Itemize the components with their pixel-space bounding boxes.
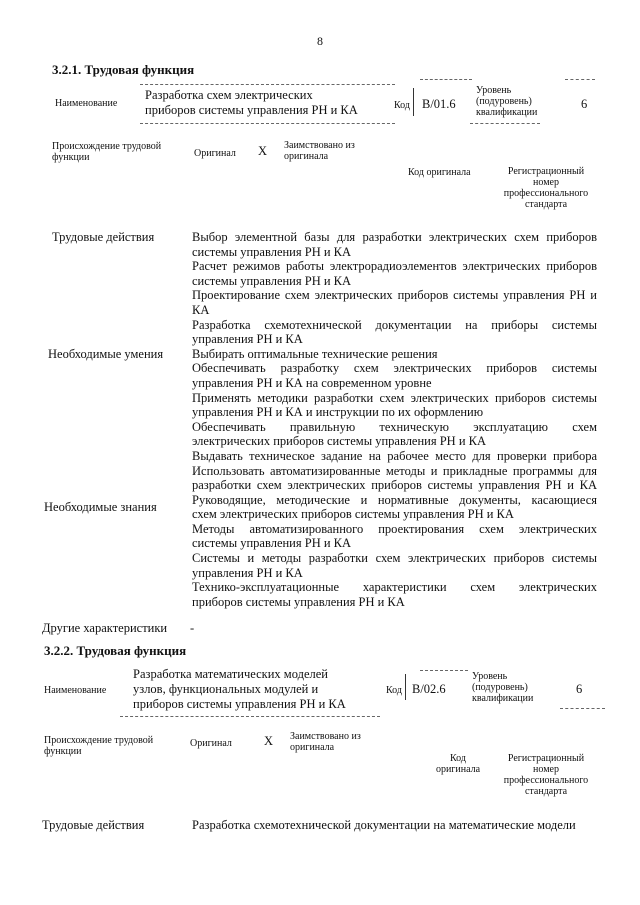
origin-label: Происхождение трудовой функции — [44, 735, 154, 757]
code-label: Код — [386, 685, 402, 696]
table-border — [560, 708, 605, 709]
list-item: Выбирать оптимальные технические решения — [192, 346, 438, 361]
table-border — [140, 84, 395, 85]
list-item: системы управления РН и КА — [192, 273, 352, 288]
table-border — [413, 88, 414, 116]
labor-actions-label: Трудовые действия — [42, 818, 145, 832]
list-item: управления РН и КА — [192, 332, 303, 347]
level-label: Уровень (подуровень) квалификации — [476, 85, 538, 118]
origin-label: Происхождение трудовой функции — [52, 141, 162, 163]
list-item: Расчет режимов работы электрорадиоэлементов электрических приборов — [192, 259, 597, 274]
labor-actions-label: Трудовые действия — [52, 230, 155, 244]
table-border — [470, 123, 540, 124]
name-label: Наименование — [55, 98, 118, 109]
list-item: Использовать автоматизированные методы и прикладные программы для — [192, 463, 597, 478]
list-item: разработки схем электрических приборов системы управления РН и КА — [192, 478, 597, 493]
list-item: Системы и методы разработки схем электрических приборов системы — [192, 551, 597, 566]
list-item: Выдавать техническое задание на рабочее место для проверки прибора — [192, 448, 597, 463]
other-characteristics-value: - — [190, 621, 195, 635]
table-border — [565, 79, 595, 80]
list-item: системы управления РН и КА — [192, 244, 352, 259]
list-item: Проектирование схем электрических приборов системы управления РН и — [192, 288, 597, 303]
original-code-label: Код оригинала — [435, 753, 481, 775]
registration-number-label: Регистрационный номер профессионального стандарта — [503, 166, 589, 210]
list-item: приборов системы управления РН и КА — [192, 594, 405, 609]
list-item: схем электрических приборов системы управления РН и КА — [192, 507, 514, 522]
level-value: 6 — [581, 97, 588, 111]
list-item: электрических приборов системы управления РН и КА — [192, 434, 487, 449]
list-item: управления РН и КА — [192, 565, 303, 580]
level-value: 6 — [576, 682, 583, 696]
table-border — [405, 674, 406, 700]
table-border — [120, 716, 380, 717]
required-knowledge-label: Необходимые знания — [44, 500, 157, 514]
list-item: Руководящие, методические и нормативные документы, касающиеся — [192, 492, 597, 507]
section-heading: 3.2.2. Трудовая функция — [44, 643, 187, 658]
function-name: Разработка математических моделей узлов, функциональных модулей и приборов системы управления РН и КА — [133, 667, 346, 711]
list-item: Обеспечивать разработку схем электрических приборов системы — [192, 361, 597, 376]
borrowed-label: Заимствовано из оригинала — [290, 731, 361, 753]
list-item: Разработка схемотехнической документации на приборы системы — [192, 317, 597, 332]
list-item: управления РН и КА и инструкции по их оформлению — [192, 405, 484, 420]
original-mark: X — [264, 734, 274, 748]
list-item: Применять методики разработки схем электрических приборов системы — [192, 390, 597, 405]
original-label: Оригинал — [190, 738, 232, 749]
original-label: Оригинал — [194, 148, 236, 159]
borrowed-label: Заимствовано из оригинала — [284, 140, 355, 162]
list-item: Выбор элементной базы для разработки электрических схем приборов — [192, 230, 597, 244]
list-item: Методы автоматизированного проектирования схем электрических — [192, 521, 597, 536]
other-characteristics-label: Другие характеристики — [42, 621, 168, 635]
name-label: Наименование — [44, 685, 107, 696]
function-content — [192, 230, 597, 609]
section-heading: 3.2.1. Трудовая функция — [52, 62, 195, 77]
list-item: управления РН и КА на современном уровне — [192, 375, 432, 390]
level-label: Уровень (подуровень) квалификации — [472, 671, 534, 704]
list-item: Технико-эксплуатационные характеристики схем электрических — [192, 580, 597, 595]
registration-number-label: Регистрационный номер профессионального стандарта — [503, 753, 589, 797]
original-mark: X — [258, 144, 268, 158]
function-name: Разработка схем электрических приборов системы управления РН и КА — [145, 88, 358, 117]
code-value: B/02.6 — [412, 682, 446, 696]
table-border — [420, 79, 472, 80]
table-border — [140, 123, 395, 124]
list-item: Разработка схемотехнической документации на математические модели — [192, 818, 576, 832]
list-item: Обеспечивать правильную техническую эксплуатацию схем — [192, 419, 597, 434]
original-code-label: Код оригинала — [408, 167, 471, 178]
list-item: КА — [192, 302, 210, 317]
page-number: 8 — [317, 34, 323, 48]
list-item: системы управления РН и КА — [192, 536, 352, 551]
code-label: Код — [394, 100, 410, 111]
required-skills-label: Необходимые умения — [48, 347, 164, 361]
code-value: B/01.6 — [422, 97, 456, 111]
table-border — [420, 670, 468, 671]
